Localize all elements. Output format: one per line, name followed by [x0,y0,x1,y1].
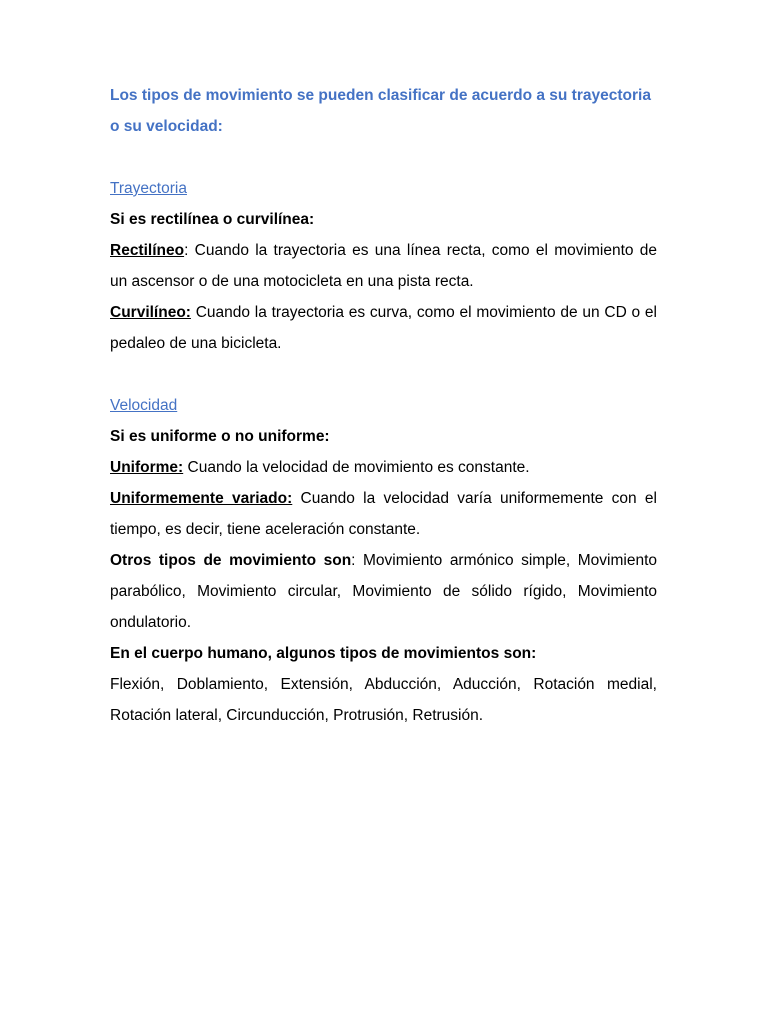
term-variado: Uniformemente variado: [110,490,293,507]
subheading-trayectoria: Si es rectilínea o curvilínea: [110,211,315,228]
text-otros: : Movimiento armónico simple, Movimiento parabólico, Movimiento circular, Movimiento de sólido rígido, Movimiento ondulatorio. [110,552,657,631]
section-heading-velocidad: Velocidad [110,397,178,414]
text-variado: Cuando la velocidad varía uniformemente con el tiempo, es decir, tiene aceleración constante. [110,490,657,538]
intro-paragraph: Los tipos de movimiento se pueden clasificar de acuerdo a su trayectoria o su velocidad: [110,87,651,135]
term-rectilineo: Rectilíneo [110,242,185,259]
paragraph-rectilineo [110,235,657,297]
paragraph-uniforme [110,452,657,483]
spacer [110,359,657,390]
label-otros: Otros tipos de movimiento son [110,552,352,569]
paragraph-otros [110,545,657,638]
paragraph-curvilineo [110,297,657,359]
text-curvilineo: Cuando la trayectoria es curva, como el movimiento de un CD o el pedaleo de una bicicleta. [110,304,657,352]
label-cuerpo: En el cuerpo humano, algunos tipos de movimientos son: [110,645,537,662]
spacer [110,142,657,173]
document-page [110,80,657,731]
paragraph-variado [110,483,657,545]
term-curvilineo: Curvilíneo: [110,304,191,321]
section-heading-trayectoria: Trayectoria [110,180,187,197]
paragraph-cuerpo: Flexión, Doblamiento, Extensión, Abducción, Aducción, Rotación medial, Rotación lateral, Circunducción, Protrusión, Retrusión. [110,676,657,724]
text-uniforme: Cuando la velocidad de movimiento es constante. [183,459,530,476]
term-uniforme: Uniforme: [110,459,184,476]
subheading-velocidad: Si es uniforme o no uniforme: [110,428,330,445]
text-rectilineo: : Cuando la trayectoria es una línea recta, como el movimiento de un ascensor o de una motocicleta en una pista recta. [110,242,657,290]
